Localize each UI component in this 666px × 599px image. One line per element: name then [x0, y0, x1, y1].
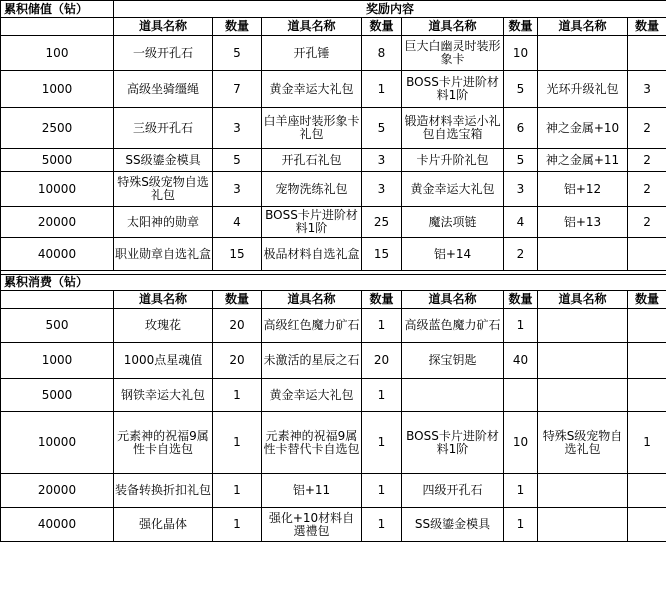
item-qty-cell: 1 — [213, 412, 262, 474]
item-qty-cell: 3 — [504, 172, 538, 207]
col-item-name: 道具名称 — [114, 18, 213, 36]
item-name-cell: 探宝钥匙 — [402, 343, 504, 379]
table-row — [1, 309, 666, 343]
item-qty-cell: 15 — [362, 238, 402, 271]
item-name-cell: 黄金幸运大礼包 — [402, 172, 504, 207]
item-name-cell — [538, 508, 628, 542]
item-name-cell: 魔法项链 — [402, 207, 504, 238]
item-name-cell: BOSS卡片进阶材料1阶 — [262, 207, 362, 238]
item-qty-cell: 1 — [504, 474, 538, 508]
col-item-name: 道具名称 — [538, 291, 628, 309]
item-name-cell: 高级蓝色魔力矿石 — [402, 309, 504, 343]
item-name-cell: 锻造材料幸运小礼包自选宝箱 — [402, 108, 504, 149]
item-name-cell: 铝+13 — [538, 207, 628, 238]
col-qty: 数量 — [362, 18, 402, 36]
deposit-header-row — [1, 18, 666, 36]
item-qty-cell: 4 — [213, 207, 262, 238]
table-row — [1, 379, 666, 412]
item-name-cell: 极品材料自选礼盒 — [262, 238, 362, 271]
amount-cell: 20000 — [1, 207, 114, 238]
item-qty-cell: 2 — [628, 108, 666, 149]
reward-content-title: 奖励内容 — [114, 1, 666, 18]
item-name-cell — [538, 309, 628, 343]
table-row — [1, 343, 666, 379]
table-row — [1, 207, 666, 238]
item-name-cell: BOSS卡片进阶材料1阶 — [402, 412, 504, 474]
item-qty-cell: 10 — [504, 36, 538, 71]
item-qty-cell: 1 — [504, 309, 538, 343]
item-name-cell: 装备转换折扣礼包 — [114, 474, 213, 508]
item-qty-cell: 3 — [213, 172, 262, 207]
item-name-cell: 神之金属+10 — [538, 108, 628, 149]
amount-cell: 5000 — [1, 149, 114, 172]
col-item-name: 道具名称 — [262, 18, 362, 36]
item-name-cell: 铝+14 — [402, 238, 504, 271]
item-name-cell: 黄金幸运大礼包 — [262, 379, 362, 412]
item-name-cell: 黄金幸运大礼包 — [262, 71, 362, 108]
item-name-cell: 元素神的祝福9属性卡替代卡自选包 — [262, 412, 362, 474]
table-row — [1, 238, 666, 271]
consume-header-row — [1, 291, 666, 309]
item-qty-cell: 3 — [362, 172, 402, 207]
item-name-cell: 三级开孔石 — [114, 108, 213, 149]
col-qty: 数量 — [213, 18, 262, 36]
item-qty-cell: 20 — [213, 309, 262, 343]
item-qty-cell — [628, 343, 666, 379]
item-qty-cell: 1 — [213, 508, 262, 542]
item-qty-cell: 3 — [213, 108, 262, 149]
item-qty-cell: 5 — [504, 149, 538, 172]
item-name-cell: 光环升级礼包 — [538, 71, 628, 108]
col-item-name: 道具名称 — [262, 291, 362, 309]
item-name-cell: 高级坐骑缰绳 — [114, 71, 213, 108]
item-name-cell: 钢铁幸运大礼包 — [114, 379, 213, 412]
col-qty: 数量 — [504, 291, 538, 309]
item-qty-cell: 7 — [213, 71, 262, 108]
item-name-cell — [538, 36, 628, 71]
item-name-cell: 巨大白幽灵时装形象卡 — [402, 36, 504, 71]
amount-cell: 1000 — [1, 343, 114, 379]
item-qty-cell: 1 — [362, 508, 402, 542]
amount-cell: 10000 — [1, 412, 114, 474]
col-qty: 数量 — [213, 291, 262, 309]
item-name-cell: 一级开孔石 — [114, 36, 213, 71]
item-qty-cell: 5 — [213, 149, 262, 172]
item-qty-cell: 1 — [213, 474, 262, 508]
item-qty-cell: 15 — [213, 238, 262, 271]
item-qty-cell: 3 — [362, 149, 402, 172]
item-qty-cell — [628, 309, 666, 343]
item-qty-cell: 5 — [362, 108, 402, 149]
item-name-cell: 太阳神的勋章 — [114, 207, 213, 238]
col-qty: 数量 — [362, 291, 402, 309]
item-name-cell: 宠物洗练礼包 — [262, 172, 362, 207]
item-name-cell: 铝+11 — [262, 474, 362, 508]
item-name-cell — [538, 343, 628, 379]
item-qty-cell — [628, 379, 666, 412]
item-qty-cell: 8 — [362, 36, 402, 71]
item-name-cell — [402, 379, 504, 412]
deposit-section-title: 累积储值（钻） — [1, 1, 114, 18]
item-qty-cell: 1 — [504, 508, 538, 542]
amount-cell: 20000 — [1, 474, 114, 508]
amount-cell: 40000 — [1, 508, 114, 542]
table-row — [1, 71, 666, 108]
item-qty-cell — [628, 508, 666, 542]
item-name-cell: 玫瑰花 — [114, 309, 213, 343]
table-row — [1, 172, 666, 207]
col-item-name: 道具名称 — [402, 291, 504, 309]
item-qty-cell — [504, 379, 538, 412]
item-name-cell: 卡片升阶礼包 — [402, 149, 504, 172]
item-name-cell: 元素神的祝福9属性卡自选包 — [114, 412, 213, 474]
item-qty-cell: 1 — [362, 412, 402, 474]
item-name-cell — [538, 379, 628, 412]
item-name-cell: 1000点星魂值 — [114, 343, 213, 379]
item-name-cell: 职业勋章自选礼盒 — [114, 238, 213, 271]
consume-section-title: 累积消费（钻） — [1, 275, 666, 291]
item-qty-cell: 1 — [362, 474, 402, 508]
amount-cell: 40000 — [1, 238, 114, 271]
item-qty-cell: 5 — [213, 36, 262, 71]
item-qty-cell — [628, 238, 666, 271]
item-name-cell: 特殊S级宠物自选礼包 — [114, 172, 213, 207]
item-qty-cell: 2 — [628, 149, 666, 172]
table-row — [1, 36, 666, 71]
table-row — [1, 149, 666, 172]
item-name-cell: 特殊S级宠物自选礼包 — [538, 412, 628, 474]
item-name-cell: 未激活的星辰之石 — [262, 343, 362, 379]
amount-cell: 10000 — [1, 172, 114, 207]
table-row — [1, 474, 666, 508]
item-qty-cell: 20 — [362, 343, 402, 379]
item-name-cell: 四级开孔石 — [402, 474, 504, 508]
item-qty-cell: 25 — [362, 207, 402, 238]
item-qty-cell: 2 — [504, 238, 538, 271]
item-qty-cell: 1 — [628, 412, 666, 474]
col-qty: 数量 — [504, 18, 538, 36]
item-name-cell: 神之金属+11 — [538, 149, 628, 172]
item-qty-cell: 2 — [628, 207, 666, 238]
item-name-cell — [538, 238, 628, 271]
amount-cell: 5000 — [1, 379, 114, 412]
col-qty: 数量 — [628, 291, 666, 309]
amount-cell: 100 — [1, 36, 114, 71]
item-name-cell: 高级红色魔力矿石 — [262, 309, 362, 343]
table-row — [1, 412, 666, 474]
item-qty-cell: 6 — [504, 108, 538, 149]
table-row — [1, 508, 666, 542]
col-item-name: 道具名称 — [538, 18, 628, 36]
col-item-name: 道具名称 — [402, 18, 504, 36]
item-qty-cell: 3 — [628, 71, 666, 108]
item-qty-cell: 10 — [504, 412, 538, 474]
item-name-cell: 铝+12 — [538, 172, 628, 207]
item-qty-cell: 5 — [504, 71, 538, 108]
item-name-cell: 白羊座时装形象卡礼包 — [262, 108, 362, 149]
col-qty: 数量 — [628, 18, 666, 36]
item-qty-cell: 1 — [362, 379, 402, 412]
item-qty-cell: 40 — [504, 343, 538, 379]
item-name-cell: SS级鎏金模具 — [114, 149, 213, 172]
col-item-name: 道具名称 — [114, 291, 213, 309]
amount-cell: 500 — [1, 309, 114, 343]
item-name-cell: SS级鎏金模具 — [402, 508, 504, 542]
item-qty-cell: 1 — [362, 309, 402, 343]
item-name-cell — [538, 474, 628, 508]
item-qty-cell — [628, 474, 666, 508]
amount-cell: 1000 — [1, 71, 114, 108]
amount-cell: 2500 — [1, 108, 114, 149]
table-row — [1, 108, 666, 149]
item-name-cell: 开孔石礼包 — [262, 149, 362, 172]
item-name-cell: BOSS卡片进阶材料1阶 — [402, 71, 504, 108]
item-name-cell: 强化晶体 — [114, 508, 213, 542]
item-qty-cell: 1 — [362, 71, 402, 108]
item-qty-cell: 4 — [504, 207, 538, 238]
item-qty-cell — [628, 36, 666, 71]
item-name-cell: 开孔锤 — [262, 36, 362, 71]
item-qty-cell: 20 — [213, 343, 262, 379]
item-qty-cell: 1 — [213, 379, 262, 412]
item-name-cell: 强化+10材料自選禮包 — [262, 508, 362, 542]
item-qty-cell: 2 — [628, 172, 666, 207]
